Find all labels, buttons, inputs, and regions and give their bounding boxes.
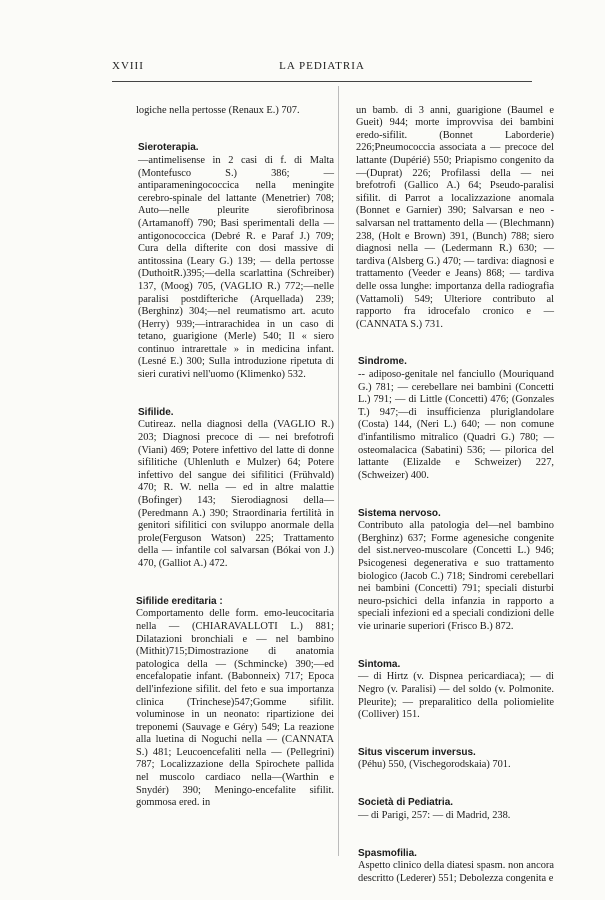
entry-term: Sifilide. [138, 406, 174, 418]
index-entry [112, 130, 334, 382]
index-entry [112, 394, 334, 570]
index-entry [332, 495, 554, 634]
index-entry [332, 734, 554, 772]
index-entry [332, 835, 554, 885]
header-rule [112, 81, 532, 82]
right-column [332, 92, 554, 898]
entry-term: Sintoma. [358, 658, 401, 670]
index-entry [332, 344, 554, 483]
entry-term: Sieroterapia. [138, 142, 199, 154]
entry-text: — di Parigi, 257: — di Madrid, 238. [358, 809, 511, 821]
entry-text: Comportamento delle form. emo-leucocitaria nella — (CHIARAVALLOTI L.) 881; Dilatazioni bronchiali e — nel bambino (Mithit)715;Dimostrazione di anatomia patologica della — (Schmincke) 390;—ed encefalopatie infant. (Babonneix) 717; Epoca dell'infezione sifilit. del feto e sua importanza clinica (Trinchese)547;Gomme sifilit. voluminose in un neonato: ripartizione dei treponemi (Sauvage e Géry) 549; La reazione alla luetina di Noguchi nella — (CANNATA S.) 481; Leucoencefaliti nella — (Pellegrini) 787; Localizzazione della Spirochete pallida nel muscolo cardiaco nella—(Warthin e Snydér) 390; Meningo-encefalite sifilit. gommosa ered. in [136, 608, 334, 809]
index-entry [332, 785, 554, 823]
index-entry [332, 646, 554, 722]
entry-text: Contributo alla patologia del—nel bambino (Berghinz) 637; Forme agenesiche congenite del sist.nerveo-muscolare (Concetti L.) 946; Psicogenesi degenerativa e suo trattamento biologico (Jacob C.) 718; Sindromi cerebellari nei bambini (Concetti) 791; speciali disturbi neuro-psichici della infanzia in rapporto a speciali infezioni ed a speciali condizioni delle vie urinarie superiori (Frisco B.) 872. [358, 520, 554, 632]
entry-text: -- adiposo-genitale nel fanciullo (Mouriquand G.) 781; — cerebellare nei bambini (Concetti L.) 791; — di Little (Concetti) 476; (Gonzales T.) 947;—di insufficienza pluriglandolare (Costa) 144, (Neri L.) 640; — non comune d'infantilismo mitralico (Quadri G.) 780; — osteomalacica (Sabatini) 536; — pilorica del lattante (Elizalde e Schweizer) 227, (Schweizer) 400. [358, 369, 554, 481]
entry-text: —antimelisense in 2 casi di f. di Malta (Montefusco S.) 386; — antiparameningococcica nella meningite cerebro-spinale del lattante (Menetrier) 708; Auto—nelle pleurite sierofibrinosa (Artamanoff) 790; Basi sperimentali della —antigonococcica (Debré R. e Paraf J.) 709; Cura della difterite con dosi massive di antitossina (Leary G.) 139; — della pertosse (DuthoitR.)395;—della scarlattina (Schreiber) 137, (Moog) 705, (VAGLIO R.) 772;—nelle paralisi postdifteriche (Arquellada) 239; (Berghinz) 304;—nel reumatismo art. acuto (Herry) 939;—intrarachidea in un caso di tetano, guarigione (Merle) 540; Il « siero continuo intrarettale » in medicina infant. (Lesné E.) 300; Sulla introduzione ripetuta di sieri curativi nell'uomo (Klimenko) 532. [138, 154, 334, 381]
entry-term: Sistema nervoso. [358, 507, 441, 519]
entry-text: (Péhu) 550, (Vischegorodskaia) 701. [358, 759, 511, 771]
continuation-text: un bamb. di 3 anni, guarigione (Baumel e Gueit) 944; morte improvvisa dei bambini eredo-sifilit. (Bonnet Laborderie) 226;Pneumococcia associata a — precoce del lattante (Dupérié) 550; Priapismo congenito da—(Duprat) 226; Profilassi della — nei brefotrofi (Gallico A.) 64; Pseudo-paralisi sifilit. di Parrot a localizzazione anomala (Bonnet e Garnier) 390; Salvarsan e neo - salvarsan nel trattamento della — (Blechmann) 238, (Holt e Brown) 391, (Bunch) 788; siero diagnosi nella — (Ledermann R.) 630; — tardiva (Alsberg G.) 470; — tardiva: diagnosi e trattamento (Veeder e Jeans) 868; — tardiva delle ossa lunghe: importanza della radiografia (Vattamoli) 549; Ulteriore contributo al rapporto fra idrocefalo cronico e — (CANNATA S.) 731. [356, 104, 554, 330]
left-column [112, 92, 334, 822]
entry-text: — di Hirtz (v. Dispnea pericardiaca); — di Negro (v. Paralisi) — del soldo (v. Polmonite. Pleurite); — preparalitico della poliomielite (Colliver) 151. [358, 671, 554, 721]
page-number: XVIII [112, 60, 144, 72]
page-header [112, 60, 532, 76]
entry-term: Società di Pediatria. [358, 797, 454, 809]
entry-term: Situs viscerum inversus. [358, 746, 476, 758]
entry-text: Cutireaz. nella diagnosi della (VAGLIO R.) 203; Diagnosi precoce di — nei brefotrofi (Viani) 469; Potere infettivo del latte di donne sifilitiche (Uhlenluth e Mulzer) 64; Potere infettivo del sangue dei sifilitici (Frühvald) 470; R. W. nella — ed in altre malattie (Bofinger) 143; Sierodiagnosi della— (Peredmann A.) 390; Straordinaria fertilità in genitori sifilitici con sviluppo anormale della prole(Ferguson Watson) 225; Trattamento della — infantile col salvarsan (Bókai von J.) 470, (Galliot A.) 472. [138, 419, 334, 569]
running-title: LA PEDIATRIA [279, 60, 365, 72]
continuation-text: logiche nella pertosse (Renaux E.) 707. [136, 104, 300, 116]
entry-text: Aspetto clinico della diatesi spasm. non ancora descritto (Lederer) 551; Debolezza congenita e [358, 860, 554, 884]
entry-term: Sindrome. [358, 356, 407, 368]
entry-term: Spasmofilia. [358, 847, 417, 859]
entry-term: Sifilide ereditaria : [136, 595, 223, 607]
index-subentry [112, 583, 334, 810]
